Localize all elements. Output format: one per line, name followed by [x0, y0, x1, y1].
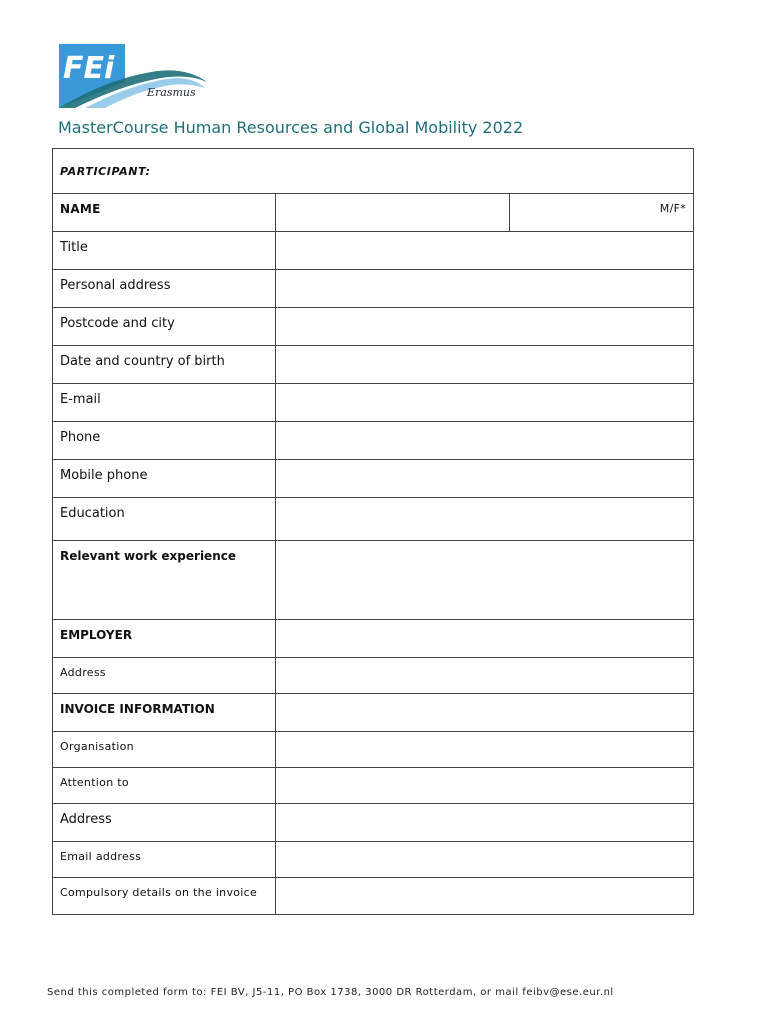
birth-label: Date and country of birth: [60, 354, 225, 369]
work-experience-field[interactable]: [276, 541, 694, 620]
invoice-address-label: Address: [60, 812, 112, 827]
work-experience-label: Relevant work experience: [60, 549, 236, 563]
email-field[interactable]: [276, 384, 694, 422]
invoice-label: INVOICE INFORMATION: [60, 702, 215, 716]
postcode-city-label: Postcode and city: [60, 316, 175, 331]
invoice-label-cell: [53, 694, 276, 732]
education-label-cell: [53, 498, 276, 541]
compulsory-details-label: Compulsory details on the invoice: [60, 886, 258, 899]
compulsory-details-label-cell: [53, 878, 276, 915]
footer-instructions: Send this completed form to: FEI BV, J5-11, PO Box 1738, 3000 DR Rotterdam, or mail feibv@ese.eur.nl: [47, 987, 614, 998]
mobile-label-cell: [53, 460, 276, 498]
phone-field[interactable]: [276, 422, 694, 460]
attention-field[interactable]: [276, 768, 694, 804]
phone-label-cell: [53, 422, 276, 460]
title-field[interactable]: [276, 232, 694, 270]
gender-field[interactable]: [510, 194, 694, 232]
attention-label: Attention to: [60, 776, 129, 789]
phone-label: Phone: [60, 430, 101, 445]
birth-field[interactable]: [276, 346, 694, 384]
compulsory-details-field[interactable]: [276, 878, 694, 915]
personal-address-label-cell: [53, 270, 276, 308]
postcode-city-field[interactable]: [276, 308, 694, 346]
name-label-cell: [53, 194, 276, 232]
svg-text:FEi: FEi: [63, 51, 115, 86]
participant-header: PARTICIPANT:: [60, 165, 151, 178]
birth-label-cell: [53, 346, 276, 384]
employer-address-field[interactable]: [276, 658, 694, 694]
employer-label: EMPLOYER: [60, 628, 133, 642]
employer-field[interactable]: [276, 620, 694, 658]
organisation-label-cell: [53, 732, 276, 768]
organisation-label: Organisation: [60, 740, 134, 753]
participant-header-cell: [53, 149, 694, 194]
attention-label-cell: [53, 768, 276, 804]
gender-label: M/F*: [659, 202, 687, 215]
fei-logo: [55, 42, 215, 112]
personal-address-label: Personal address: [60, 278, 171, 293]
email-label: E-mail: [60, 392, 101, 407]
invoice-email-field[interactable]: [276, 842, 694, 878]
title-label-cell: [53, 232, 276, 270]
invoice-email-label-cell: [53, 842, 276, 878]
postcode-city-label-cell: [53, 308, 276, 346]
organisation-field[interactable]: [276, 732, 694, 768]
education-field[interactable]: [276, 498, 694, 541]
employer-address-label: Address: [60, 666, 106, 679]
work-experience-label-cell: [53, 541, 276, 620]
invoice-address-field[interactable]: [276, 804, 694, 842]
mobile-label: Mobile phone: [60, 468, 148, 483]
personal-address-field[interactable]: [276, 270, 694, 308]
name-label: NAME: [60, 202, 101, 216]
invoice-email-label: Email address: [60, 850, 142, 863]
svg-text:Erasmus: Erasmus: [147, 86, 196, 99]
registration-form: [52, 148, 694, 915]
employer-address-label-cell: [53, 658, 276, 694]
title-label: Title: [60, 240, 88, 255]
name-field[interactable]: [276, 194, 510, 232]
invoice-field[interactable]: [276, 694, 694, 732]
mobile-field[interactable]: [276, 460, 694, 498]
form-title: MasterCourse Human Resources and Global Mobility 2022: [58, 118, 524, 137]
education-label: Education: [60, 506, 125, 521]
employer-label-cell: [53, 620, 276, 658]
invoice-address-label-cell: [53, 804, 276, 842]
email-label-cell: [53, 384, 276, 422]
